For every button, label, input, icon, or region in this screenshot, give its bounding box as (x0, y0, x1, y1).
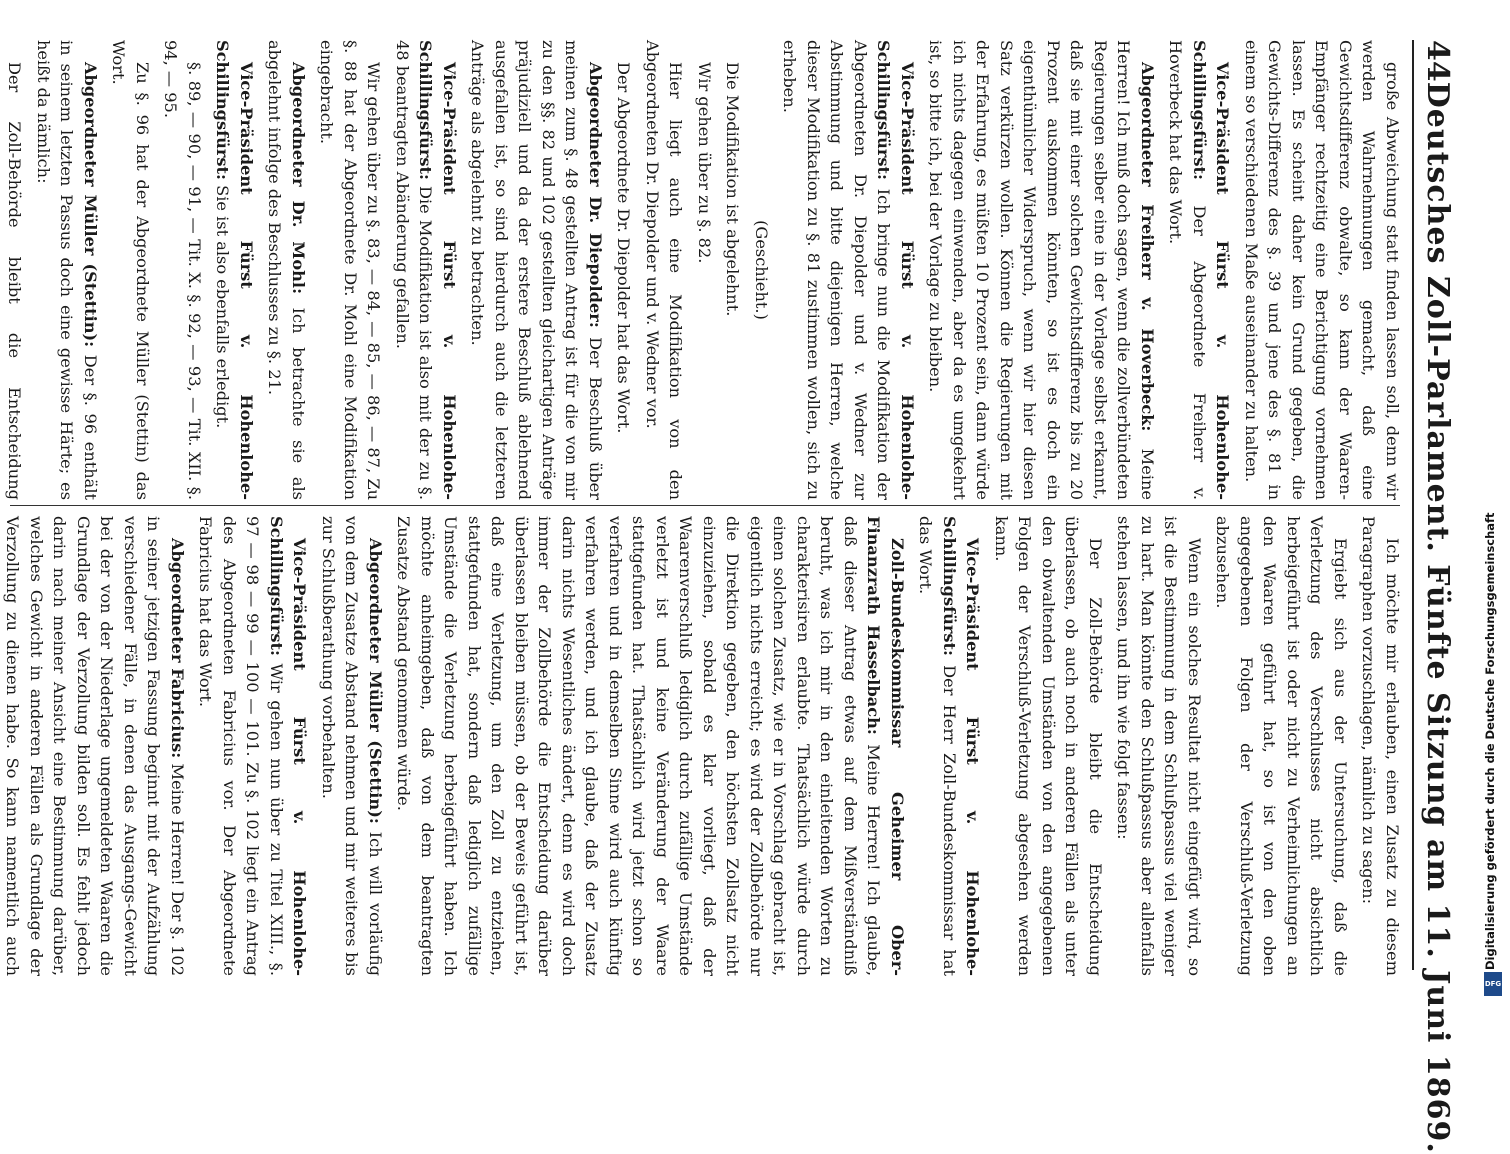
paragraph (778, 40, 919, 500)
paragraph-text: Der Abgeordnete Dr. Diepolder hat das Wort. (614, 62, 634, 434)
paragraph (1112, 516, 1206, 976)
speaker-name: Vice-Präsident Fürst v. Hohenlohe-Schillingsfürst: (267, 516, 310, 976)
paragraph (0, 516, 189, 976)
paragraph (693, 40, 717, 500)
column-divider (10, 505, 1400, 506)
paragraph-text: Meine Herren! Ich glaube, daß dieser Antrag etwas auf dem Mißverständniß beruht, was ich mir in den einleitenden Worten zu charakterisiren erlaubte. Thatsächlich würde durch einen solchen Zusatz, wie er in Vorschlag gebracht ist, eigentlich nichts erreicht; es wird der Zollbehörde nur die Direktion gegeben, den höchsten Zollsatz nicht einzuziehen, sobald es klar vorliegt, daß der Waarenverschluß lediglich durch zufällige Umstände verletzt ist und keine Veränderung der Waare stattgefunden hat. Thatsächlich wird jetzt schon so verfahren und in demselben Sinne wird auch künftig verfahren werden, und ich glaube, daß der Zusatz darin nichts Wesentliches ändert, denn es wird doch immer der Zollbehörde die Entscheidung darüber überlassen bleiben müssen, ob der Beweis geführt ist, daß eine Verletzung, um den Zoll zu entziehen, stattgefunden hat, sondern daß lediglich zufällige Umstände die Verletzung herbeigeführt haben. Ich möchte anheimgeben, daß von dem beantragten Zusatze Abstand genommen würde. (394, 516, 884, 976)
paragraph-text: Zu §. 96 hat der Abgeordnete Müller (Stettin) das Wort. (109, 40, 152, 500)
page-header (1412, 40, 1462, 1154)
paragraph (1357, 516, 1404, 976)
paragraph-text: große Abweichung statt finden lassen soll, denn wir werden Wahrnehmungen gemacht, daß eine Gewichtsdifferenz obwalte, so kann der Waaren-Empfänger rechtzeitig eine Berichtigung vornehmen lassen. Es scheint daher kein Grund gegeben, die Gewichts-Differenz des §. 39 und jene des §. 81 in einem so verschiedenen Maße auseinander zu halten. (1242, 40, 1402, 500)
paragraph (466, 40, 607, 500)
paragraph (641, 40, 688, 500)
paragraph (392, 516, 909, 976)
paragraph-text: (Geschieht.) (752, 220, 771, 320)
paragraph-text: Die Modifikation ist abgelehnt. (723, 62, 743, 317)
paragraph (194, 516, 312, 976)
paragraph-text: Die Modifikation ist also mit der zu §. 48 beantragten Abänderung gefallen. (393, 40, 436, 500)
paragraph (1211, 516, 1352, 976)
dfg-logo: DFG (1484, 972, 1502, 996)
speaker-name: Abgeordneter Freiherr v. Hoverbeck: (1138, 62, 1157, 432)
paragraph-text: §. 89, — 90, — 91, — Tit. X. §. 92, — 93, — Tit. XII. §. 94, — 95. (161, 40, 204, 500)
paragraph (721, 40, 745, 500)
speaker-name: Vice-Präsident Fürst v. Hohenlohe-Schillingsfürst: (940, 516, 983, 976)
paragraph (612, 40, 636, 500)
paragraph-text: Der Zoll-Behörde bleibt die Entscheidung überlassen, ob auch noch in anderen Fällen als unter den obwaltenden Umständen von den angegebenen Folgen der Verschluß-Verletzung abgesehen werden kann. (992, 516, 1105, 976)
paragraph-text: Ergiebt sich aus der Untersuchung, daß die Verletzung des Verschlusses nicht absichtlich herbeigeführt ist oder nicht zu Verheimlichungen an den Waaren geführt hat, so ist von den oben angegebenen Folgen der Verschluß-Verletzung abzusehen. (1213, 516, 1350, 976)
paragraph-text: Wir gehen über zu §. 83, — 84, — 85, — 86, — 87, Zu §. 88 hat der Abgeordnete Dr. Mohl eine Modifikation eingebracht. (317, 40, 384, 500)
paragraph-text: Meine Herren! Ich muß doch sagen, wenn die zollverbündeten Regierungen selber eine in der Vorlage selbst erkannt, daß sie mit einer solchen Gewichtsdifferenz bis zu 20 Prozent auskommen könnten, so ist es doch ein eigenthümlicher Widerspruch, wenn wir hier diesen Satz verkürzen wollen. Können die Regierungen mit der Erfahrung, es müßten 10 Prozent sein, dann würde ich nichts dagegen einwenden, aber da es umgekehrt ist, so bitte ich, bei der Vorlage zu bleiben. (926, 40, 1157, 500)
speaker-name: Vice-Präsident Fürst v. Hohenlohe-Schillingsfürst: (213, 40, 256, 500)
speaker-name: Abgeordneter Dr. Diepolder: (586, 62, 605, 328)
paragraph (1240, 40, 1405, 500)
speaker-name: Vice-Präsident Fürst v. Hohenlohe-Schillingsfürst: (1190, 40, 1233, 500)
paragraph (107, 40, 154, 500)
page-number: 44 (1420, 40, 1456, 82)
paragraph (317, 516, 388, 976)
paragraph-text: Der Beschluß über meinen zum §. 48 gestellten Antrag ist für die von mir zu den §§. 82 und 102 gestellten gleichartigen Anträge präjudiziell und da der erstere Beschluß ablehnend ausgefallen ist, so sind hierdurch auch die letzteren Anträge als abgelehnt zu betrachten. (468, 40, 605, 500)
paragraph-text: Ich bringe nun die Modifikation der Abgeordneten Dr. Diepolder und v. Wedner zur Abstimmung und bitte diejenigen Herren, welche dieser Modifikation zu §. 81 zustimmen wollen, sich zu erheben. (780, 40, 894, 500)
paragraph-text: Der §. 96 enthält in seinem letzten Passus doch eine gewisse Härte; es heißt da nämlich: (34, 40, 100, 501)
paragraph (924, 40, 1159, 500)
speaker-name: Abgeordneter Müller (Stettin): (81, 62, 100, 348)
speaker-name: Vice-Präsident Fürst v. Hohenlohe-Schillingsfürst: (416, 40, 459, 500)
paragraph (914, 516, 985, 976)
paragraph (990, 516, 1108, 976)
credit-text: Digitalisierung gefördert durch die Deutsche Forschungsgemeinschaft (1483, 512, 1497, 970)
left-column (5, 40, 1404, 501)
paragraph-text: Der Abgeordnete Freiherr v. Hoverbeck hat das Wort. (1166, 40, 1209, 500)
paragraph-text: Sie ist also ebenfalls erledigt. (213, 179, 233, 429)
speaker-name: Vice-Präsident Fürst v. Hohenlohe-Schillingsfürst: (874, 40, 917, 500)
speaker-name: Zoll-Bundeskommissar Geheimer Ober-Finanzrath Hasselbach: (864, 516, 907, 976)
paragraph-text: Wenn ein solches Resultat nicht eingefügt wird, so ist die Bestimmung in dem Schlußpassus viel weniger zu hart. Man könnte den Schlußpassus aber allenfalls stehen lassen, und ihn wie folgt fassen: (1114, 516, 1204, 976)
paragraph-text: Ich betrachte sie als abgelehnt infolge des Beschlusses zu §. 21. (265, 40, 308, 500)
paragraph-text: Hier liegt auch eine Modifikation von den Abgeordneten Dr. Diepolder und v. Wedner vor. (643, 40, 686, 500)
paragraph (750, 40, 774, 500)
paragraph-text: Ich möchte mir erlauben, einen Zusatz zu diesem Paragraphen vorzuschlagen, nämlich zu sagen: (1359, 516, 1402, 976)
paragraph-text: Der Zoll-Behörde bleibt die Entscheidung (5, 62, 25, 500)
speaker-name: Abgeordneter Müller (Stettin): (366, 538, 385, 824)
paragraph (1164, 40, 1235, 500)
paragraph (263, 40, 310, 500)
paragraph-text: Wir gehen nun über zu Titel XIII., §. 97 — 98 — 99 — 100 — 101. Zu §. 102 liegt ein Antrag des Abgeordneten Fabricius vor. Der Abgeordnete Fabricius hat das Wort. (196, 516, 286, 976)
paragraph (159, 40, 206, 500)
paragraph-text: Der Herr Zoll-Bundeskommissar hat das Wort. (916, 516, 959, 976)
speaker-name: Abgeordneter Fabricius: (168, 538, 187, 759)
paragraph-text: Ich will vorläufig von dem Zusatze Abstand nehmen und mir weiteres bis zur Schlußberathung vorbehalten. (319, 516, 385, 976)
page-title: Deutsches Zoll-Parlament. Fünfte Sitzung am 11. Juni 1869. (1420, 81, 1456, 1154)
speaker-name: Abgeordneter Dr. Mohl: (289, 62, 308, 295)
paragraph (32, 40, 103, 500)
right-column (3, 516, 1404, 976)
paragraph (315, 40, 386, 500)
paragraph (391, 40, 462, 500)
paragraph-text: Meine Herren! Der §. 102 in seiner jetzigen Fassung beginnt mit der Aufzählung verschiedener Fälle, in denen das Ausgangs-Gewicht bei der von der Niederlage ungemeldeten Waaren die Grundlage der Verzollung bilden soll. Es fehlt jedoch darin nach meiner Ansicht eine Bestimmung darüber, welches Gewicht in anderen Fällen als Grundlage der Verzollung zu dienen habe. So kann namentlich auch (3, 516, 187, 976)
paragraph (211, 40, 258, 500)
paragraph (0, 40, 27, 500)
digitization-credit (1478, 470, 1502, 990)
paragraph-text: Wir gehen über zu §. 82. (695, 62, 714, 264)
